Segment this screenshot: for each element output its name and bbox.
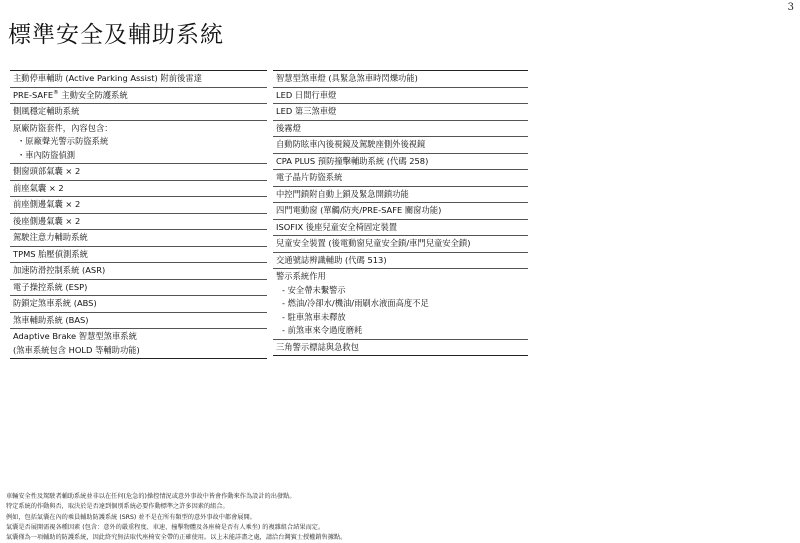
feature-label: 後霧燈: [276, 122, 301, 133]
feature-row-front-airbags: [10, 181, 267, 198]
footnote-line: 氣囊是否展開需視各種因素 (包含：意外的嚴重程度、車速、撞擊物體及各座椅是否有人乘坐) 的複雜組合結果而定。: [6, 523, 325, 531]
feature-row-bas: [10, 313, 267, 330]
feature-row-auto-dimming-mirrors: [273, 137, 528, 154]
feature-row-abs: [10, 296, 267, 313]
feature-row-traffic-sign-assist: [273, 253, 528, 270]
feature-label: Adaptive Brake 智慧型煞車系統: [13, 331, 137, 341]
feature-label: TPMS 胎壓偵測系統: [13, 248, 88, 259]
feature-row-cpa-plus: [273, 154, 528, 171]
feature-row-warning-triangle-first-aid: [273, 340, 528, 357]
feature-label: 後座側邊氣囊 × 2: [13, 215, 81, 226]
footnote-line: 氣囊僅為一項輔助的防護系統，因此終究無法取代座椅安全帶的正確使用。以上未能詳盡之處，請洽台灣賓士授權銷售據點。: [6, 534, 347, 542]
feature-row-tpms: [10, 247, 267, 264]
feature-row-adaptive-brake-lights: [273, 71, 528, 88]
feature-row-anti-theft-kit: [10, 121, 267, 165]
feature-row-esp: [10, 280, 267, 297]
feature-label: 交通號誌辨識輔助 (代碼 513): [276, 254, 387, 265]
right-feature-list: [273, 70, 528, 356]
footnote-line: 特定系統的作動與否，取決於是否達到個別系統必要作動標準之許多因素的組合。: [6, 503, 229, 511]
warning-item: - 燃油/冷卻水/機油/雨刷水液面高度不足: [282, 298, 429, 308]
page-number: 3: [787, 2, 794, 13]
feature-label: 主動安全防護系統: [61, 89, 128, 100]
feature-label: 加速防滑控制系統 (ASR): [13, 265, 106, 275]
footnote-line: 車輛安全性及駕駛者輔助系統並非以在任何(危急的)操控情況或意外事故中皆會作動來作為設計的出發點。: [6, 493, 296, 500]
feature-label: 自動防眩車內後視鏡及駕駛座側外後視鏡: [276, 139, 426, 149]
feature-label: 駕駛注意力輔助系統: [13, 232, 88, 242]
feature-label: 警示系統作用: [276, 271, 326, 281]
feature-row-pre-safe: [10, 88, 267, 105]
feature-sub-item: ・車內防盜偵測: [17, 149, 76, 160]
feature-label: ISOFIX 後座兒童安全椅固定裝置: [276, 221, 398, 232]
registered-mark: ®: [53, 89, 59, 96]
footnote-line: 例如，包括氣囊在內的乘員輔助防護系統 (SRS) 並不是在所有類型的意外事故中都會展開。: [6, 513, 256, 521]
feature-label: 電子晶片防盜系統: [276, 172, 343, 182]
feature-row-warning-system: [273, 269, 528, 340]
feature-label: 主動停車輔助 (Active Parking Assist) 附前後雷達: [13, 73, 202, 83]
warning-item: - 安全帶未繫警示: [282, 284, 346, 295]
feature-label: 煞車輔助系統 (BAS): [13, 314, 89, 325]
feature-label: 前座氣囊 × 2: [13, 182, 64, 193]
feature-row-adaptive-brake: [10, 329, 267, 359]
feature-row-active-parking-assist: [10, 71, 267, 88]
feature-label: 智慧型煞車燈 (具緊急煞車時閃爍功能): [276, 73, 418, 83]
feature-label: 電子操控系統 (ESP): [13, 281, 88, 292]
feature-label: 兒童安全裝置 (後電動窗兒童安全鎖/車門兒童安全鎖): [276, 238, 471, 248]
feature-row-crosswind-assist: [10, 104, 267, 121]
feature-row-led-daytime-lights: [273, 88, 528, 105]
feature-label: LED 第三煞車燈: [276, 106, 337, 116]
warning-item: - 前煞車來令過度磨耗: [282, 325, 363, 335]
feature-label: 四門電動窗 (單觸/防夾/PRE-SAFE 關窗功能): [276, 205, 442, 215]
feature-label: 中控門鎖附自動上鎖及緊急開鎖功能: [276, 188, 409, 199]
feature-label: LED 日間行車燈: [276, 89, 337, 100]
left-feature-list: [10, 70, 267, 359]
feature-row-front-side-airbags: [10, 197, 267, 214]
feature-label: 側窗頭部氣囊 × 2: [13, 166, 81, 176]
feature-row-immobilizer: [273, 170, 528, 187]
page-title: 標準安全及輔助系統: [8, 22, 224, 48]
feature-row-led-third-brake-light: [273, 104, 528, 121]
feature-row-isofix: [273, 220, 528, 237]
feature-sub-item: ・原廠聲光警示防盜系統: [17, 136, 109, 146]
footnotes: [6, 492, 786, 543]
feature-row-power-windows: [273, 203, 528, 220]
feature-row-window-airbags: [10, 164, 267, 181]
feature-label: 防鎖定煞車系統 (ABS): [13, 298, 97, 308]
feature-label: 前座側邊氣囊 × 2: [13, 199, 81, 209]
feature-row-asr: [10, 263, 267, 280]
feature-label: 側風穩定輔助系統: [13, 106, 80, 116]
feature-label-continued: (煞車系統包含 HOLD 等輔助功能): [13, 344, 140, 355]
feature-row-child-safety-locks: [273, 236, 528, 253]
feature-row-rear-side-airbags: [10, 214, 267, 231]
feature-label: 原廠防盜套件，內容包含：: [13, 122, 113, 133]
feature-row-rear-fog-light: [273, 121, 528, 138]
feature-label: 三角警示標誌與急救包: [276, 341, 359, 352]
feature-label-brand: PRE-SAFE: [13, 89, 54, 100]
feature-label: CPA PLUS 預防撞擊輔助系統 (代碼 258): [276, 155, 429, 166]
feature-row-central-locking: [273, 187, 528, 204]
warning-item: - 駐車煞車未釋放: [282, 311, 346, 322]
feature-row-attention-assist: [10, 230, 267, 247]
